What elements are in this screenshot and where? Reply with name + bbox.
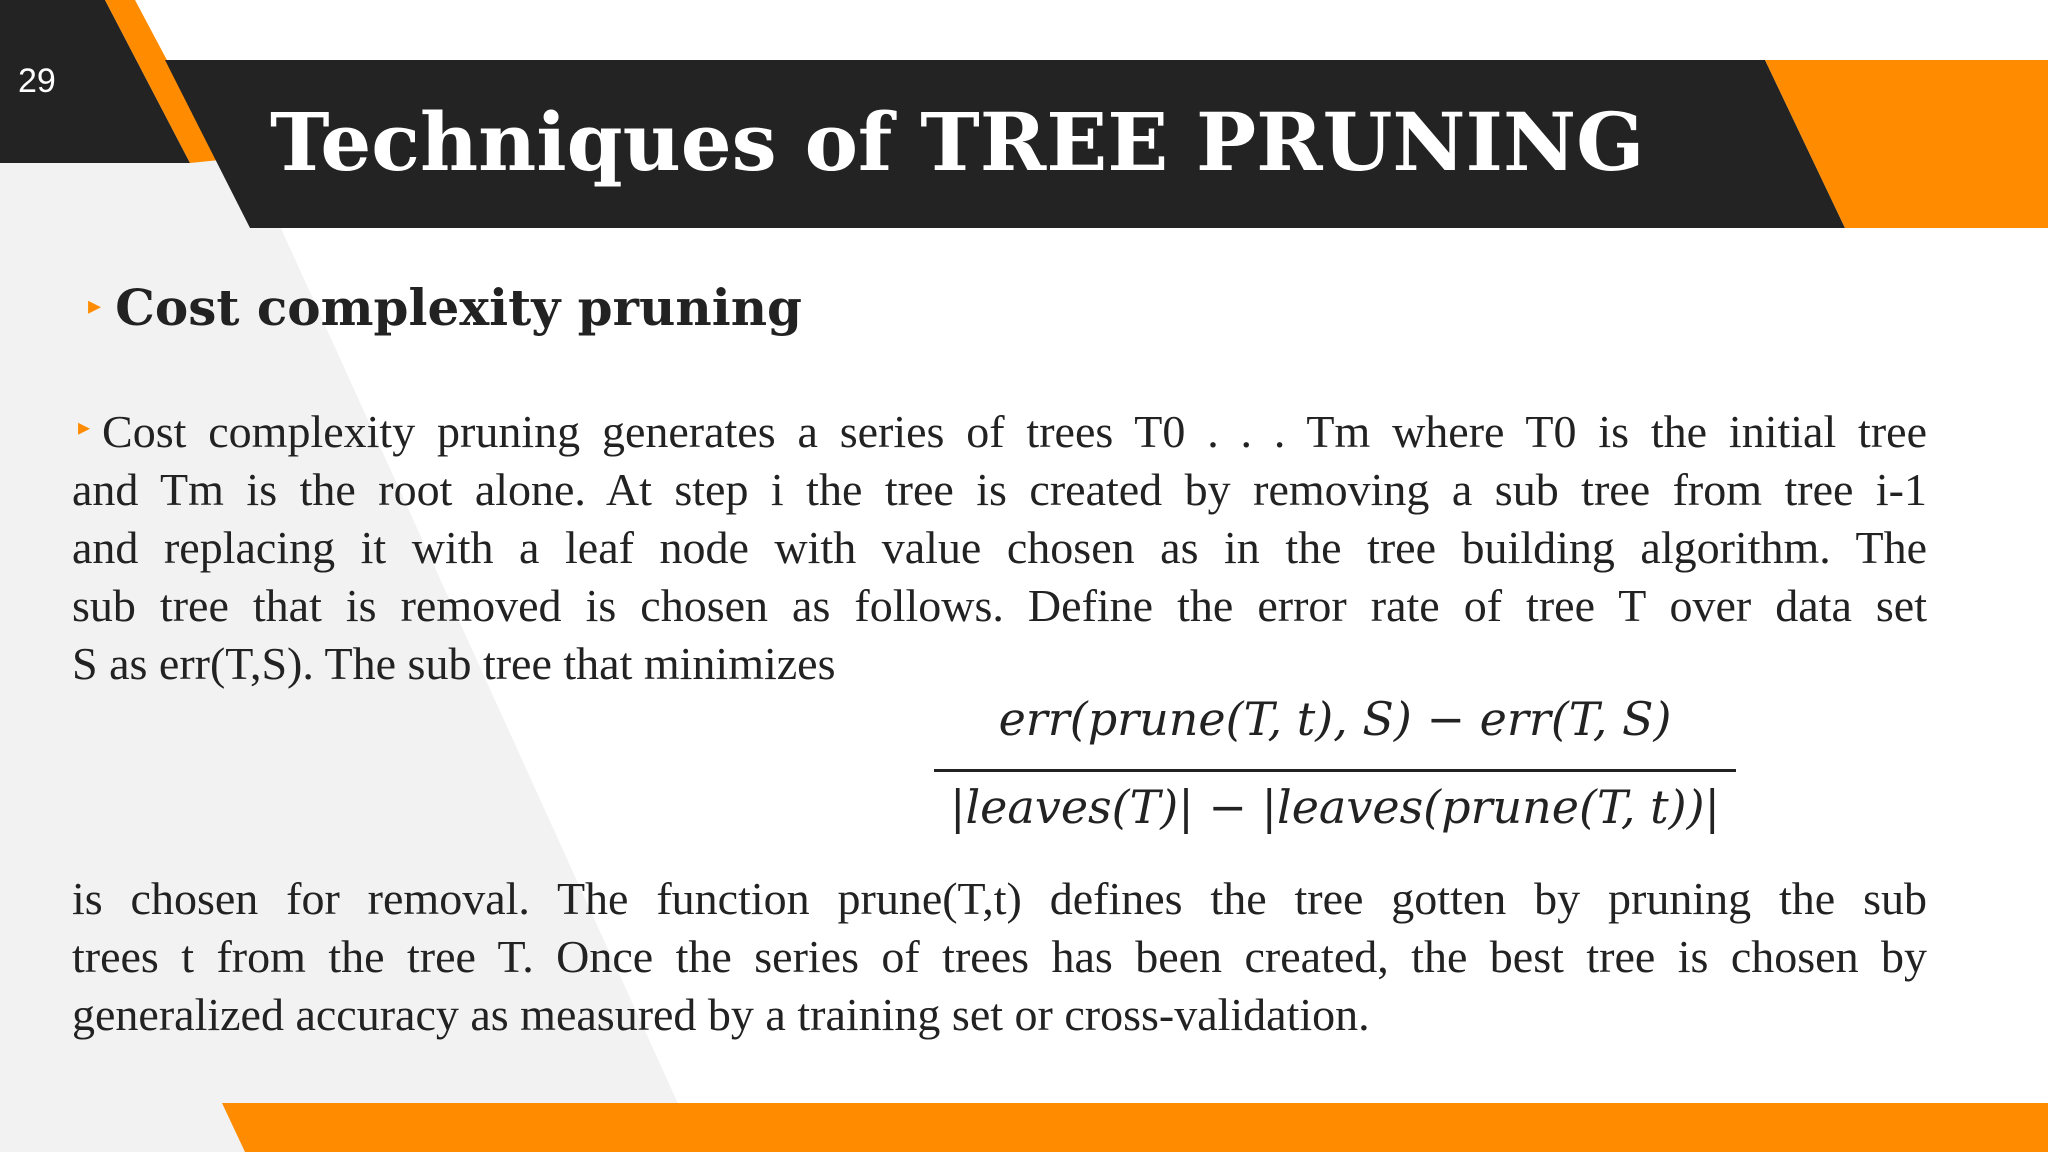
formula-denominator: |leaves(T)| − |leaves(prune(T, t))|: [949, 780, 1721, 834]
bottom-orange-band: [222, 1103, 2048, 1152]
paragraph-line-2: and Tm is the root alone. At step i the tree is created by removing a sub tree from tree i-1: [72, 464, 1927, 515]
paragraph-line-3: and replacing it with a leaf node with value chosen as in the tree building algorithm. The: [72, 522, 1927, 573]
closing-line-3: generalized accuracy as measured by a training set or cross-validation.: [72, 989, 1370, 1040]
bullet-icon: ▸: [78, 415, 91, 442]
paragraph-line-5: S as err(T,S). The sub tree that minimizes: [72, 638, 836, 689]
closing-line-1: is chosen for removal. The function prune(T,t) defines the tree gotten by pruning the sub: [72, 873, 1927, 924]
slide-number: 29: [18, 62, 56, 100]
paragraph-line-4: sub tree that is removed is chosen as follows. Define the error rate of tree T over data set: [72, 580, 1927, 631]
fraction-bar: [934, 769, 1736, 772]
section-heading-text: Cost complexity pruning: [115, 278, 803, 337]
paragraph-line-1: [72, 403, 1927, 465]
formula-numerator: err(prune(T, t), S) − err(T, S): [998, 692, 1672, 746]
paragraph-line-text: Cost complexity pruning generates a series of trees T0 . . . Tm where T0 is the initial tree: [102, 406, 1927, 457]
cost-complexity-formula: [930, 692, 1740, 852]
section-heading: [88, 278, 802, 337]
slide-title: Techniques of TREE PRUNING: [270, 95, 1645, 189]
bullet-icon: ▸: [88, 291, 102, 321]
closing-line-2: trees t from the tree T. Once the series of trees has been created, the best tree is chosen by: [72, 931, 1927, 982]
